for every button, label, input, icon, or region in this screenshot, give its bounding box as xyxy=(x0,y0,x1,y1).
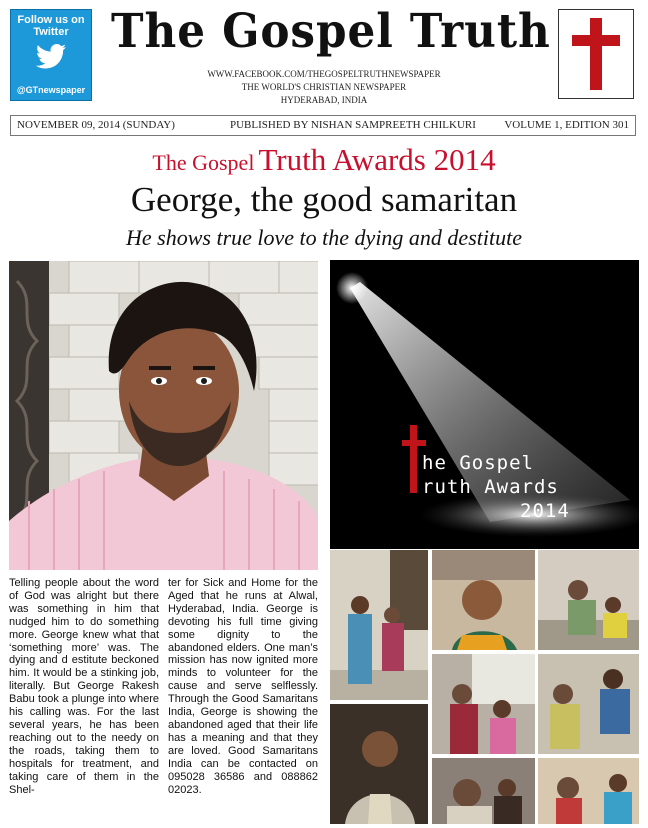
masthead-tagline: THE WORLD'S CHRISTIAN NEWSPAPER xyxy=(241,82,407,92)
masthead-facebook[interactable]: WWW.FACEBOOK.COM/THEGOSPELTRUTHNEWSPAPER xyxy=(207,69,441,79)
twitter-label-line1: Follow us on xyxy=(17,14,85,26)
awards-graphic-line1: he Gospel xyxy=(422,452,534,474)
collage-photo xyxy=(538,550,639,650)
collage-photo xyxy=(538,758,639,824)
collage-photo xyxy=(432,654,535,754)
collage-photo xyxy=(538,654,639,754)
article-column-1: Telling people about the word of God was alright but there was something in him that nudged him to do something more. George knew what that ‘something more’ was. The dying and d estitute beckoned him. It would be a stinking job, literally. But George Rakesh Babu took a plunge into where his calling was. For the last several years, he has been reaching out to the needy on the roads, taking them to hospitals for treatment, and taking care of them in the Shel- xyxy=(9,577,159,796)
awards-heading xyxy=(0,142,648,178)
awards-graphic-year: 2014 xyxy=(520,500,570,522)
awards-graphic xyxy=(330,260,639,549)
awards-heading-large: Truth Awards 2014 xyxy=(258,142,496,177)
awards-graphic-line2: ruth Awards xyxy=(422,476,559,498)
edition-info-bar xyxy=(10,115,636,136)
twitter-bird-icon xyxy=(35,43,67,71)
twitter-handle: @GTnewspaper xyxy=(16,85,86,95)
cross-logo xyxy=(558,9,634,99)
masthead-title: The Gospel Truth xyxy=(111,4,551,59)
collage-photo xyxy=(330,704,428,824)
article-subheadline: He shows true love to the dying and destitute xyxy=(126,225,522,250)
publisher-line: PUBLISHED BY NISHAN SAMPREETH CHILKURI xyxy=(230,119,476,131)
article-column-2: ter for Sick and Home for the Aged that he runs at Alwal, Hyderabad, India. George is devoting his full time giving some dignity to the abandoned elders. One man’s mission has now ignited more minds to volunteer for the cause and serve selflessly. Through the Good Samaritans India, George is showing the abandoned aged that their life has a meaning and that they are loved. Good Samaritans India can be contacted on 095028 36586 and 088862 02023. xyxy=(168,577,318,796)
collage-photo xyxy=(432,758,535,824)
twitter-label-line2: Twitter xyxy=(33,26,69,38)
article-headline: George, the good samaritan xyxy=(130,180,518,219)
collage-photo xyxy=(330,550,428,700)
twitter-follow-badge[interactable] xyxy=(10,9,92,101)
issue-date: NOVEMBER 09, 2014 (SUNDAY) xyxy=(17,119,175,131)
portrait-photo xyxy=(9,261,318,570)
cross-icon xyxy=(559,10,633,98)
awards-heading-small: The Gospel xyxy=(152,150,255,175)
photo-collage xyxy=(330,550,639,824)
collage-photo xyxy=(432,550,535,650)
masthead-location: HYDERABAD, INDIA xyxy=(280,95,368,105)
volume-edition: VOLUME 1, EDITION 301 xyxy=(504,119,629,131)
